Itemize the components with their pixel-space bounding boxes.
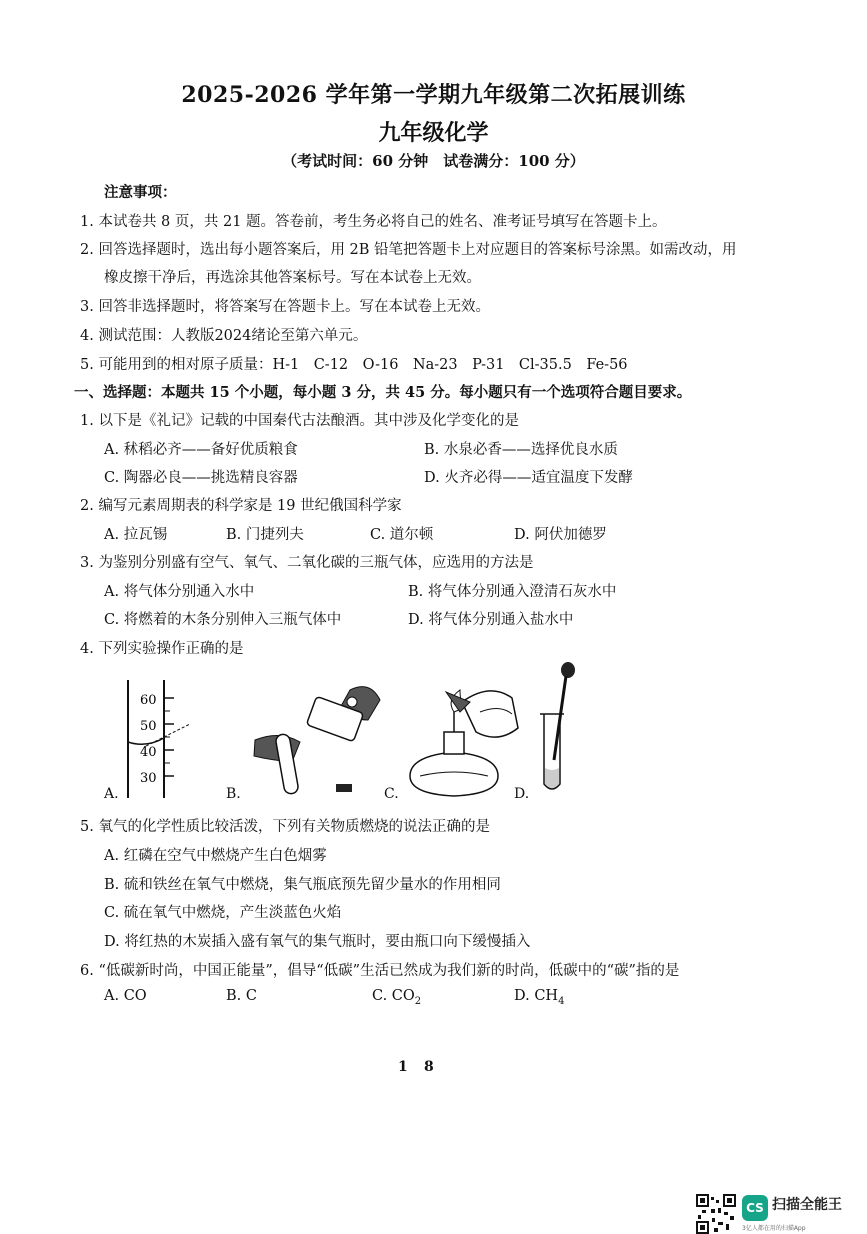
notice-heading: 注意事项： xyxy=(104,184,177,201)
question-4-option-c: C. xyxy=(384,786,399,802)
notice-item-2: 2. 回答选择题时，选出每小题答案后，用 2B 铅笔把答题卡上对应题目的答案标号涂黑。如需改动，用 xyxy=(80,242,737,258)
notice-item-5: 5. 可能用到的相对原子质量：H-1 C-12 O-16 Na-23 P-31 Cl-35.5 Fe-56 xyxy=(80,357,628,373)
question-3-option-b: B. 将气体分别通入澄清石灰水中 xyxy=(408,584,617,600)
question-2-option-a: A. 拉瓦锡 xyxy=(104,527,168,543)
notice-item-1: 1. 本试卷共 8 页，共 21 题。答卷前，考生务必将自己的姓名、准考证号填写在答题卡上。 xyxy=(80,214,667,230)
question-5-option-d: D. 将红热的木炭插入盛有氧气的集气瓶时，要由瓶口向下缓慢插入 xyxy=(104,934,531,950)
exam-info: （考试时间：60 分钟 试卷满分：100 分） xyxy=(282,152,585,170)
question-6-option-d-sub: 4 xyxy=(558,995,565,1007)
notice-item-3: 3. 回答非选择题时，将答案写在答题卡上。写在本试卷上无效。 xyxy=(80,299,490,315)
cylinder-tick-40: 40 xyxy=(140,745,157,760)
question-6-option-d xyxy=(514,988,564,1007)
figure-a-graduated-cylinder xyxy=(118,680,208,800)
camscanner-logo-icon: CS xyxy=(742,1195,768,1221)
qr-code-icon xyxy=(696,1194,736,1234)
question-3-stem: 3. 为鉴别分别盛有空气、氧气、二氧化碳的三瓶气体，应选用的方法是 xyxy=(80,555,534,571)
question-3-option-d: D. 将气体分别通入盐水中 xyxy=(408,612,574,628)
watermark-slogan: 3亿人都在用的扫描App xyxy=(742,1225,806,1232)
question-2-option-d: D. 阿伏加德罗 xyxy=(514,527,607,543)
question-2-stem: 2. 编写元素周期表的科学家是 19 世纪俄国科学家 xyxy=(80,498,402,514)
question-6-option-a: A. CO xyxy=(104,988,147,1004)
watermark-brand: 扫描全能王 xyxy=(772,1197,842,1213)
figure-d-dropper-test-tube xyxy=(530,660,590,800)
cylinder-tick-30: 30 xyxy=(140,771,157,786)
cylinder-tick-60: 60 xyxy=(140,693,157,708)
question-1-stem: 1. 以下是《礼记》记载的中国秦代古法酿酒。其中涉及化学变化的是 xyxy=(80,413,519,429)
exam-subject: 九年级化学 xyxy=(378,120,489,146)
question-5-option-a: A. 红磷在空气中燃烧产生白色烟雾 xyxy=(104,848,327,864)
notice-item-4: 4. 测试范围：人教版2024绪论至第六单元。 xyxy=(80,328,368,344)
question-6-option-d-main: D. CH xyxy=(514,988,559,1004)
question-6-option-b: B. C xyxy=(226,988,257,1004)
question-6-stem: 6. “低碳新时尚，中国正能量”，倡导“低碳”生活已然成为我们新的时尚，低碳中的“碳”指的是 xyxy=(80,963,680,979)
question-3-option-a: A. 将气体分别通入水中 xyxy=(104,584,255,600)
question-1-option-a: A. 秫稻必齐——备好优质粮食 xyxy=(104,442,298,458)
exam-title: 2025-2026 学年第一学期九年级第二次拓展训练 xyxy=(181,82,686,108)
question-5-option-c: C. 硫在氧气中燃烧，产生淡蓝色火焰 xyxy=(104,905,342,921)
question-5-option-b: B. 硫和铁丝在氧气中燃烧，集气瓶底预先留少量水的作用相同 xyxy=(104,877,501,893)
question-4-option-b: B. xyxy=(226,786,241,802)
question-6-option-c-sub: 2 xyxy=(414,995,422,1007)
question-4-option-d: D. xyxy=(514,786,530,802)
figure-b-pouring-liquid xyxy=(240,680,400,800)
page-number-total: 8 xyxy=(424,1059,434,1075)
question-4-option-a: A. xyxy=(104,786,119,802)
question-1-option-d: D. 火齐必得——适宜温度下发酵 xyxy=(424,470,633,486)
question-6-option-c xyxy=(372,988,421,1007)
question-1-option-c: C. 陶器必良——挑选精良容器 xyxy=(104,470,298,486)
question-2-option-c: C. 道尔顿 xyxy=(370,527,434,543)
question-3-option-c: C. 将燃着的木条分别伸入三瓶气体中 xyxy=(104,612,342,628)
page-number-current: 1 xyxy=(398,1059,408,1075)
question-4-stem: 4. 下列实验操作正确的是 xyxy=(80,641,244,657)
figure-c-alcohol-lamp xyxy=(400,672,530,800)
question-6-option-c-main: C. CO xyxy=(372,988,415,1004)
cylinder-tick-50: 50 xyxy=(140,719,157,734)
question-5-stem: 5. 氧气的化学性质比较活泼，下列有关物质燃烧的说法正确的是 xyxy=(80,819,490,835)
notice-item-2-cont: 橡皮擦干净后，再选涂其他答案标号。写在本试卷上无效。 xyxy=(104,270,481,286)
section-heading: 一、选择题：本题共 15 个小题，每小题 3 分，共 45 分。每小题只有一个选项符合题目要求。 xyxy=(74,384,692,401)
question-2-option-b: B. 门捷列夫 xyxy=(226,527,304,543)
question-1-option-b: B. 水泉必香——选择优良水质 xyxy=(424,442,618,458)
